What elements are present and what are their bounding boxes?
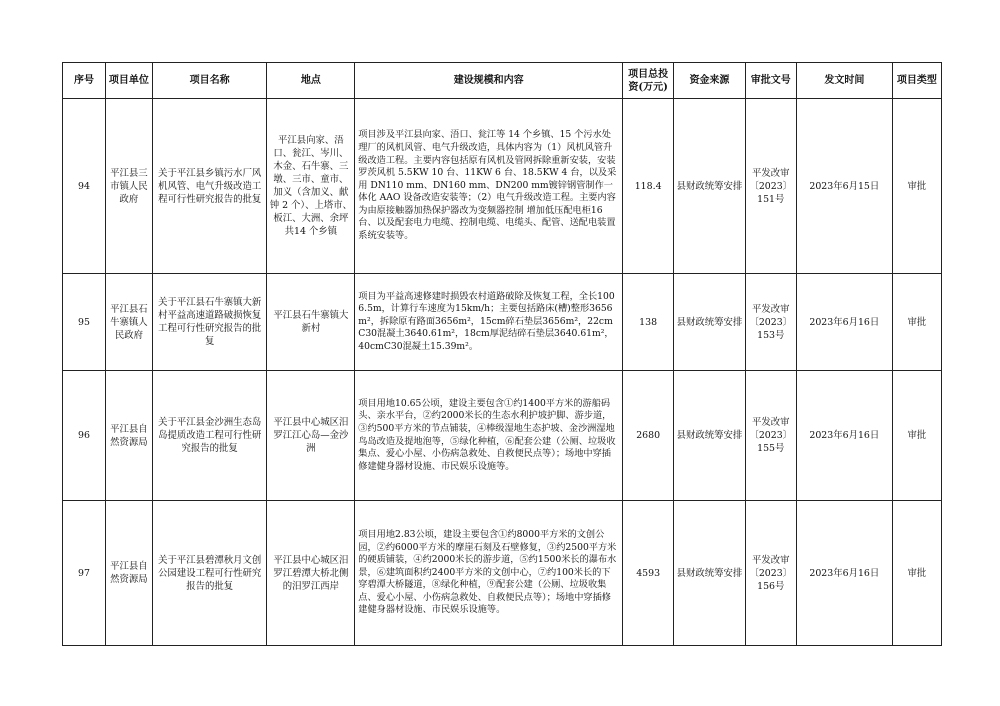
header-unit: 项目单位 <box>105 63 152 99</box>
cell-name: 关于平江县乡镇污水厂风机风管、电气升级改造工程可行性研究报告的批复 <box>152 99 266 274</box>
cell-seq: 96 <box>63 371 106 501</box>
cell-scope: 项目为平益高速修建时损毁农村道路破除及恢复工程，全长1006.5m，计算行车速度为15km/h；主要包括路床(槽)整形3656m²，拆除原有路面3656m²，15cm碎石垫层3656m²，22cmC30混凝土3640.61m²，18cm厚泥结碎石垫层3640.61m²，40cmC30混凝土15.39m²。 <box>355 274 623 371</box>
header-location: 地点 <box>267 63 355 99</box>
cell-approval-no: 平发改审〔2023〕155号 <box>745 371 796 501</box>
cell-investment: 118.4 <box>623 99 674 274</box>
header-name: 项目名称 <box>152 63 266 99</box>
header-investment: 项目总投资(万元) <box>623 63 674 99</box>
cell-type: 审批 <box>892 371 941 501</box>
cell-investment: 138 <box>623 274 674 371</box>
table-row <box>63 371 942 501</box>
header-funding: 资金来源 <box>674 63 746 99</box>
cell-scope: 项目用地10.65公顷，建设主要包含①约1400平方米的游船码头、亲水平台，②约2000米长的生态水利护坡护脚、游步道，③约500平方米的节点铺装，④棒级湿地生态护坡、金沙洲湿地鸟岛改造及提地泡等，⑤绿化种植，⑥配套公建（公厕、垃圾收集点、爱心小屋、小伤病急救处、自救便民点等）；场地中穿插修建健身器材设施、市民娱乐设施等。 <box>355 371 623 501</box>
cell-date: 2023年6月15日 <box>796 99 892 274</box>
cell-funding: 县财政统筹安排 <box>674 371 746 501</box>
cell-seq: 97 <box>63 501 106 646</box>
cell-approval-no: 平发改审〔2023〕151号 <box>745 99 796 274</box>
table-header-row <box>63 63 942 99</box>
header-type: 项目类型 <box>892 63 941 99</box>
cell-name: 关于平江县金沙洲生态岛岛提质改造工程可行性研究报告的批复 <box>152 371 266 501</box>
cell-location: 平江县石牛寨镇大新村 <box>267 274 355 371</box>
cell-location: 平江县向家、浯口、瓮江、岑川、木金、石牛寨、三墩、三市、童市、加义（含加义、献钟 2 个）、上塔市、板江、大洲、余坪共14 个乡镇 <box>267 99 355 274</box>
cell-name: 关于平江县石牛寨镇大新村平益高速道路破损恢复工程可行性研究报告的批复 <box>152 274 266 371</box>
cell-approval-no: 平发改审〔2023〕153号 <box>745 274 796 371</box>
header-scope: 建设规模和内容 <box>355 63 623 99</box>
cell-unit: 平江县石牛寨镇人民政府 <box>105 274 152 371</box>
cell-date: 2023年6月16日 <box>796 371 892 501</box>
cell-date: 2023年6月16日 <box>796 274 892 371</box>
cell-location: 平江县中心城区汨罗江江心岛—金沙洲 <box>267 371 355 501</box>
cell-unit: 平江县自然资源局 <box>105 501 152 646</box>
cell-type: 审批 <box>892 501 941 646</box>
cell-location: 平江县中心城区汨罗江碧潭大桥北侧的汨罗江西岸 <box>267 501 355 646</box>
cell-unit: 平江县自然资源局 <box>105 371 152 501</box>
cell-unit: 平江县三市镇人民政府 <box>105 99 152 274</box>
cell-seq: 95 <box>63 274 106 371</box>
cell-approval-no: 平发改审〔2023〕156号 <box>745 501 796 646</box>
table-row <box>63 99 942 274</box>
cell-date: 2023年6月16日 <box>796 501 892 646</box>
cell-scope: 项目涉及平江县向家、浯口、瓮江等 14 个乡镇、15 个污水处理厂的风机风管、电气升级改造，具体内容为（1）风机风管升级改造工程。主要内容包括原有风机及管网拆除重新安装，安装罗茨风机 5.5KW 10 台、11KW 6 台、18.5KW 4 台，以及采用 DN110 mm、DN160 mm、DN200 mm镀锌钢管制作一体化 AAO 设备改造安装等；（2）电气升级改造工程。主要内容为由原接触器加热保护器改为变频器控制 增加低压配电柜16台、以及配套电力电缆、控制电缆、电缆头、配管、送配电装置系统安装等。 <box>355 99 623 274</box>
cell-investment: 2680 <box>623 371 674 501</box>
cell-seq: 94 <box>63 99 106 274</box>
header-approval-no: 审批文号 <box>745 63 796 99</box>
table-row <box>63 274 942 371</box>
cell-funding: 县财政统筹安排 <box>674 99 746 274</box>
cell-funding: 县财政统筹安排 <box>674 501 746 646</box>
cell-investment: 4593 <box>623 501 674 646</box>
table-row <box>63 501 942 646</box>
project-approval-table <box>62 62 942 646</box>
header-date: 发文时间 <box>796 63 892 99</box>
header-seq: 序号 <box>63 63 106 99</box>
cell-name: 关于平江县碧潭秋月文创公园建设工程可行性研究报告的批复 <box>152 501 266 646</box>
cell-funding: 县财政统筹安排 <box>674 274 746 371</box>
cell-type: 审批 <box>892 274 941 371</box>
cell-type: 审批 <box>892 99 941 274</box>
cell-scope: 项目用地2.83公顷，建设主要包含①约8000平方米的文创公园，②约6000平方米的摩崖石刻及石壁修复，③约2500平方米的硬质铺装，④约2000米长的游步道，⑤约1500米长的瀑布水景，⑥建筑面积约2400平方米的文创中心，⑦约100米长的下穿碧潭大桥隧道，⑧绿化种植，⑨配套公建（公厕、垃圾收集点、爱心小屋、小伤病急救处、自救便民点等）；场地中穿插修建健身器材设施、市民娱乐设施等。 <box>355 501 623 646</box>
